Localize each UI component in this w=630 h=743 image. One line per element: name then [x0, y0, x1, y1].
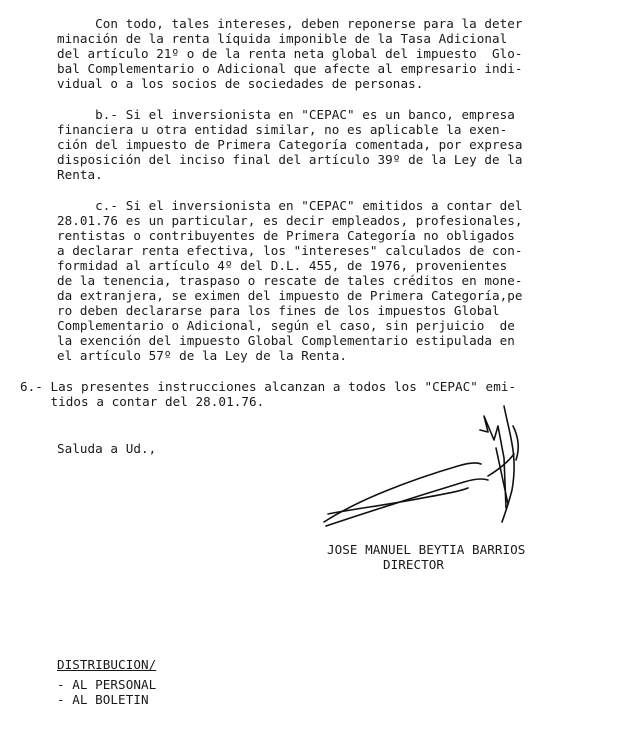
- text-line: formidad al artículo 4º del D.L. 455, de 1976, provenientes: [57, 258, 508, 273]
- distribution-heading: DISTRIBUCION/: [57, 657, 157, 672]
- text-line: del artículo 21º o de la renta neta global del impuesto Glo-: [57, 46, 523, 61]
- text-line: da extranjera, se eximen del impuesto de Primera Categoría,pe: [57, 288, 523, 303]
- text-line: rentistas o contribuyentes de Primera Categoría no obligados: [57, 228, 515, 243]
- signatory-name: JOSE MANUEL BEYTIA BARRIOS: [327, 542, 526, 557]
- text-line: 28.01.76 es un particular, es decir empleados, profesionales,: [57, 213, 523, 228]
- text-line: el artículo 57º de la Ley de la Renta.: [57, 348, 348, 363]
- text-line: c.- Si el inversionista en "CEPAC" emitidos a contar del: [57, 198, 523, 213]
- handwritten-signature: [318, 396, 538, 536]
- text-line: financiera u otra entidad similar, no es aplicable la exen-: [57, 122, 508, 137]
- text-line: Con todo, tales intereses, deben reponerse para la deter: [57, 16, 523, 31]
- text-line: Complementario o Adicional, según el caso, sin perjuicio de: [57, 318, 515, 333]
- text-line: disposición del inciso final del artículo 39º de la Ley de la: [57, 152, 523, 167]
- text-line: ción del impuesto de Primera Categoría comentada, por expresa: [57, 137, 523, 152]
- greeting: Saluda a Ud.,: [57, 441, 157, 456]
- distribution-item: - AL BOLETIN: [57, 692, 149, 707]
- text-line: a declarar renta efectiva, los "intereses" calculados de con-: [57, 243, 523, 258]
- text-line: minación de la renta líquida imponible de la Tasa Adicional: [57, 31, 508, 46]
- text-line: b.- Si el inversionista en "CEPAC" es un banco, empresa: [57, 107, 515, 122]
- text-line: Renta.: [57, 167, 103, 182]
- distribution-item: - AL PERSONAL: [57, 677, 157, 692]
- text-line: bal Complementario o Adicional que afecte al empresario indi-: [57, 61, 523, 76]
- text-line: la exención del impuesto Global Complementario estipulada en: [57, 333, 515, 348]
- text-line: tidos a contar del 28.01.76.: [20, 394, 265, 409]
- text-line: de la tenencia, traspaso o rescate de tales créditos en mone-: [57, 273, 523, 288]
- text-line: ro deben declararse para los fines de los impuestos Global: [57, 303, 500, 318]
- text-line: vidual o a los socios de sociedades de personas.: [57, 76, 424, 91]
- text-line: 6.- Las presentes instrucciones alcanzan a todos los "CEPAC" emi-: [20, 379, 517, 394]
- signatory-title: DIRECTOR: [383, 557, 445, 572]
